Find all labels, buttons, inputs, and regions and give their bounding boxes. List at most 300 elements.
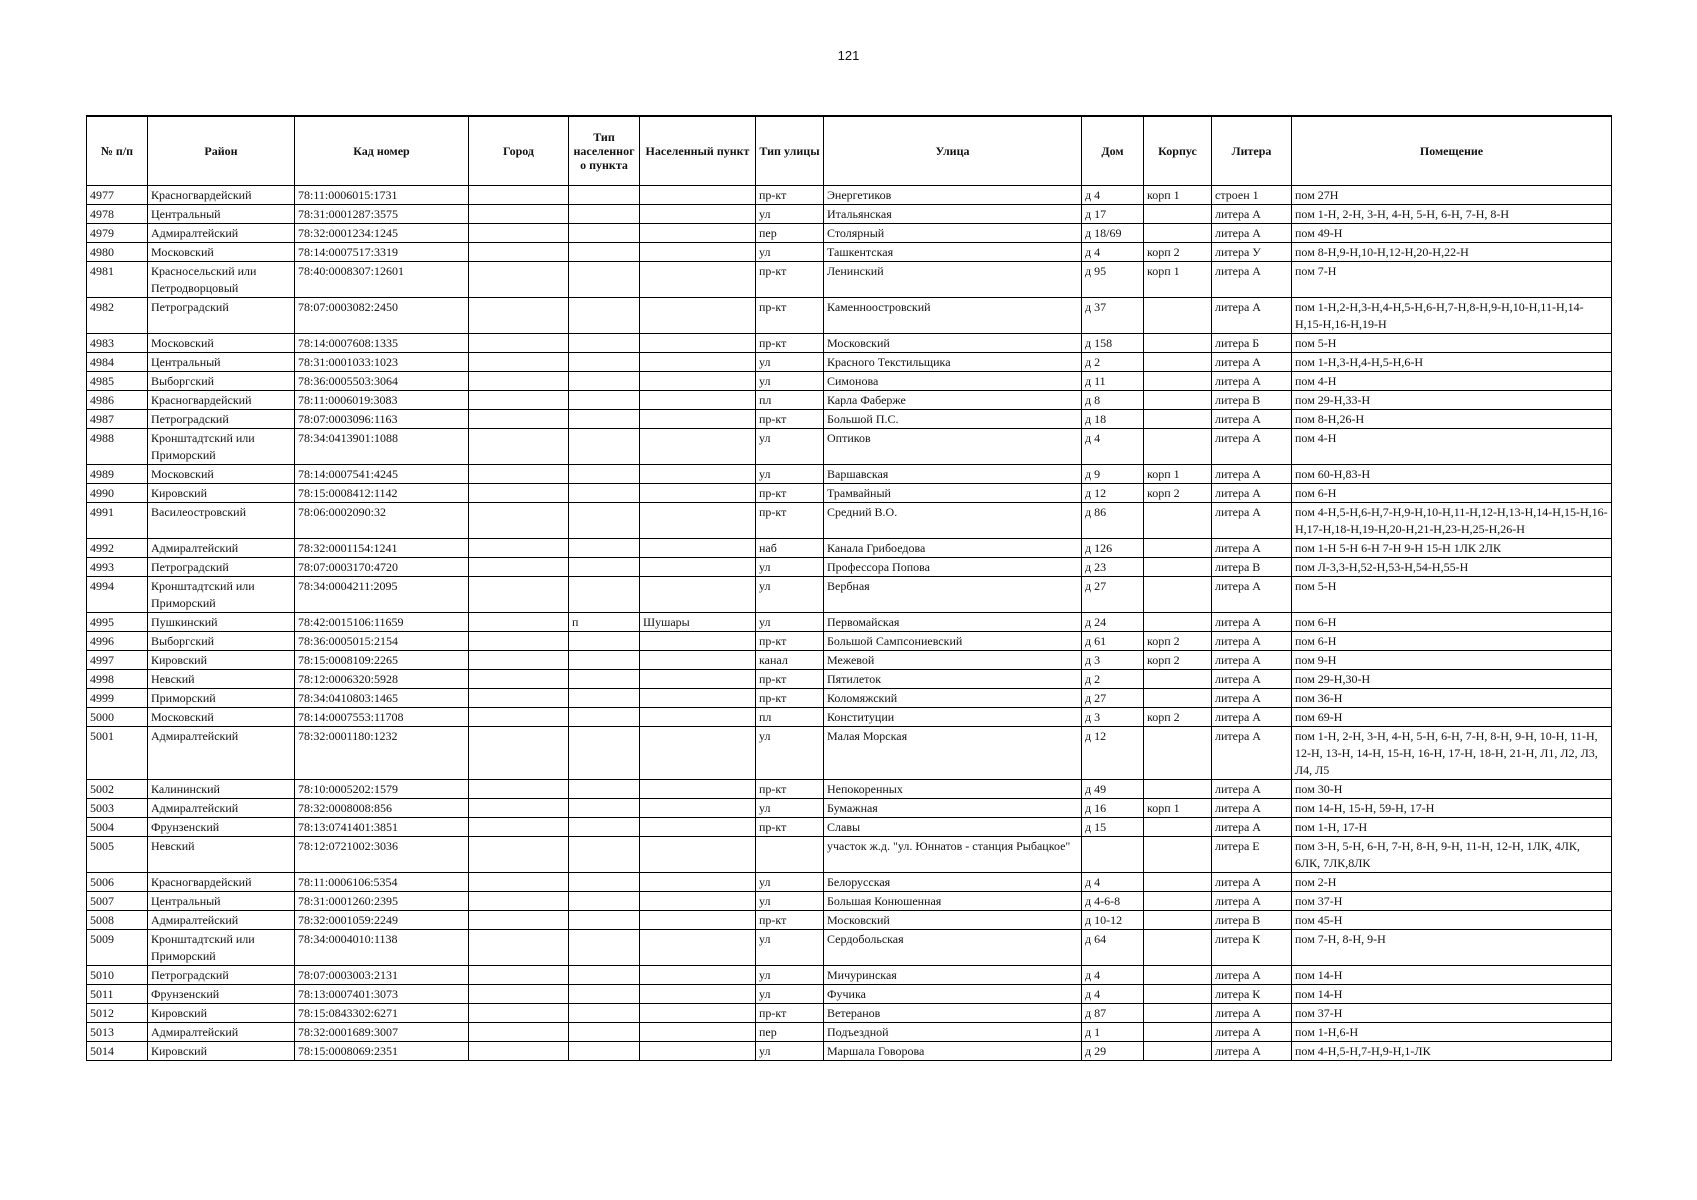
cell-street: Энергетиков [824, 186, 1082, 205]
table-row [87, 205, 1612, 224]
cell-settlement [640, 708, 756, 727]
cell-premises: пом 5-Н [1292, 577, 1612, 613]
cell-number: 4983 [87, 334, 148, 353]
cell-settlement-type [569, 186, 640, 205]
cell-district: Кировский [148, 1042, 295, 1061]
cell-premises: пом 6-Н [1292, 632, 1612, 651]
cell-building [1144, 892, 1212, 911]
cell-settlement-type [569, 632, 640, 651]
cell-building [1144, 224, 1212, 243]
cell-settlement [640, 799, 756, 818]
cell-street: Московский [824, 911, 1082, 930]
cell-cadastral-number: 78:13:0007401:3073 [295, 985, 469, 1004]
cell-street-type: ул [756, 465, 824, 484]
cell-street-type: пр-кт [756, 410, 824, 429]
cell-city [469, 298, 569, 334]
cell-house: д 95 [1082, 262, 1144, 298]
cell-street-type: пер [756, 224, 824, 243]
table-row [87, 577, 1612, 613]
cell-letter: литера А [1212, 708, 1292, 727]
cell-street: Сердобольская [824, 930, 1082, 966]
cell-street-type: ул [756, 930, 824, 966]
cell-number: 5008 [87, 911, 148, 930]
cell-number: 4989 [87, 465, 148, 484]
cell-cadastral-number: 78:14:0007608:1335 [295, 334, 469, 353]
cell-street-type: ул [756, 799, 824, 818]
cell-letter: литера А [1212, 353, 1292, 372]
cell-building: корп 1 [1144, 186, 1212, 205]
table-row [87, 262, 1612, 298]
cell-cadastral-number: 78:11:0006015:1731 [295, 186, 469, 205]
table-row [87, 298, 1612, 334]
cell-cadastral-number: 78:34:0004010:1138 [295, 930, 469, 966]
cell-number: 4987 [87, 410, 148, 429]
cell-premises: пом 1-Н 5-Н 6-Н 7-Н 9-Н 15-Н 1ЛК 2ЛК [1292, 539, 1612, 558]
cell-settlement [640, 892, 756, 911]
cell-number: 5011 [87, 985, 148, 1004]
cell-letter: литера В [1212, 391, 1292, 410]
cell-letter: литера К [1212, 930, 1292, 966]
cell-city [469, 911, 569, 930]
cell-premises: пом 27Н [1292, 186, 1612, 205]
cell-settlement-type [569, 243, 640, 262]
cell-settlement-type [569, 205, 640, 224]
cell-letter: литера А [1212, 613, 1292, 632]
table-row [87, 985, 1612, 1004]
cell-cadastral-number: 78:12:0721002:3036 [295, 837, 469, 873]
cell-number: 4986 [87, 391, 148, 410]
cell-city [469, 372, 569, 391]
cell-city [469, 727, 569, 780]
cell-district: Невский [148, 837, 295, 873]
cell-building: корп 2 [1144, 243, 1212, 262]
cell-street-type: пр-кт [756, 186, 824, 205]
cell-letter: литера А [1212, 689, 1292, 708]
cell-district: Невский [148, 670, 295, 689]
cell-settlement [640, 503, 756, 539]
cell-street-type: пр-кт [756, 689, 824, 708]
cell-cadastral-number: 78:07:0003082:2450 [295, 298, 469, 334]
table-row [87, 780, 1612, 799]
cell-settlement-type [569, 558, 640, 577]
cell-cadastral-number: 78:32:0001234:1245 [295, 224, 469, 243]
cell-street: участок ж.д. "ул. Юннатов - станция Рыбацкое" [824, 837, 1082, 873]
column-header-number: № п/п [87, 116, 148, 186]
cell-settlement-type [569, 985, 640, 1004]
cell-district: Центральный [148, 205, 295, 224]
cell-number: 4988 [87, 429, 148, 465]
cell-settlement [640, 632, 756, 651]
cell-number: 5014 [87, 1042, 148, 1061]
cell-street: Пятилеток [824, 670, 1082, 689]
cell-settlement [640, 930, 756, 966]
cell-district: Петроградский [148, 410, 295, 429]
cell-premises: пом 4-Н,5-Н,7-Н,9-Н,1-ЛК [1292, 1042, 1612, 1061]
cell-letter: литера А [1212, 966, 1292, 985]
table-row [87, 334, 1612, 353]
cell-city [469, 262, 569, 298]
cell-building [1144, 966, 1212, 985]
cell-district: Кировский [148, 1004, 295, 1023]
cell-city [469, 837, 569, 873]
cell-house: д 3 [1082, 708, 1144, 727]
cell-settlement-type [569, 651, 640, 670]
table-row [87, 186, 1612, 205]
cell-house: д 27 [1082, 577, 1144, 613]
cell-cadastral-number: 78:31:0001260:2395 [295, 892, 469, 911]
cell-cadastral-number: 78:14:0007541:4245 [295, 465, 469, 484]
cell-street: Подъездной [824, 1023, 1082, 1042]
table-row [87, 911, 1612, 930]
cell-settlement-type [569, 892, 640, 911]
cell-premises: пом 6-Н [1292, 484, 1612, 503]
table-row [87, 353, 1612, 372]
cell-building [1144, 372, 1212, 391]
cell-district: Адмиралтейский [148, 224, 295, 243]
cell-street: Средний В.О. [824, 503, 1082, 539]
cell-settlement-type [569, 1042, 640, 1061]
cell-number: 4996 [87, 632, 148, 651]
cell-street: Вербная [824, 577, 1082, 613]
cell-premises: пом 14-Н [1292, 985, 1612, 1004]
cell-street: Ветеранов [824, 1004, 1082, 1023]
cell-city [469, 503, 569, 539]
cell-street-type: ул [756, 429, 824, 465]
cell-letter: литера А [1212, 1023, 1292, 1042]
cell-house [1082, 837, 1144, 873]
cell-building [1144, 780, 1212, 799]
cell-district: Приморский [148, 689, 295, 708]
cell-building [1144, 205, 1212, 224]
cell-premises: пом 60-Н,83-Н [1292, 465, 1612, 484]
cell-building [1144, 689, 1212, 708]
cell-building [1144, 613, 1212, 632]
cell-district: Кировский [148, 484, 295, 503]
cell-cadastral-number: 78:10:0005202:1579 [295, 780, 469, 799]
cell-premises: пом 1-Н, 2-Н, 3-Н, 4-Н, 5-Н, 6-Н, 7-Н, 8-Н, 9-Н, 10-Н, 11-Н, 12-Н, 13-Н, 14-Н, 15-Н, 16-Н, 17-Н, 18-Н, 21-Н, Л1, Л2, Л3, Л4, Л5 [1292, 727, 1612, 780]
cell-building: корп 1 [1144, 262, 1212, 298]
cell-settlement [640, 334, 756, 353]
cell-city [469, 1023, 569, 1042]
cell-house: д 12 [1082, 727, 1144, 780]
cell-street: Межевой [824, 651, 1082, 670]
cell-settlement-type [569, 727, 640, 780]
table-row [87, 465, 1612, 484]
cell-district: Московский [148, 465, 295, 484]
table-row [87, 372, 1612, 391]
cell-settlement-type: п [569, 613, 640, 632]
cell-number: 5002 [87, 780, 148, 799]
cell-house: д 12 [1082, 484, 1144, 503]
cell-settlement: Шушары [640, 613, 756, 632]
cell-cadastral-number: 78:32:0001689:3007 [295, 1023, 469, 1042]
cell-settlement-type [569, 298, 640, 334]
cell-number: 4977 [87, 186, 148, 205]
cell-premises: пом 4-Н [1292, 372, 1612, 391]
cell-cadastral-number: 78:12:0006320:5928 [295, 670, 469, 689]
table-row [87, 873, 1612, 892]
cell-street: Варшавская [824, 465, 1082, 484]
cell-settlement [640, 727, 756, 780]
cell-house: д 86 [1082, 503, 1144, 539]
cell-settlement-type [569, 911, 640, 930]
cell-house: д 24 [1082, 613, 1144, 632]
cell-cadastral-number: 78:13:0741401:3851 [295, 818, 469, 837]
cell-city [469, 651, 569, 670]
cell-city [469, 689, 569, 708]
cell-premises: пом 7-Н [1292, 262, 1612, 298]
cell-premises: пом 29-Н,30-Н [1292, 670, 1612, 689]
cell-building [1144, 873, 1212, 892]
cell-letter: литера А [1212, 799, 1292, 818]
cell-house: д 3 [1082, 651, 1144, 670]
cell-district: Адмиралтейский [148, 727, 295, 780]
cell-house: д 49 [1082, 780, 1144, 799]
cell-premises: пом 1-Н, 2-Н, 3-Н, 4-Н, 5-Н, 6-Н, 7-Н, 8-Н [1292, 205, 1612, 224]
cell-number: 4993 [87, 558, 148, 577]
cell-settlement-type [569, 224, 640, 243]
cell-cadastral-number: 78:15:0008069:2351 [295, 1042, 469, 1061]
cell-street: Белорусская [824, 873, 1082, 892]
cell-cadastral-number: 78:32:0001154:1241 [295, 539, 469, 558]
cell-letter: литера А [1212, 262, 1292, 298]
cell-building [1144, 818, 1212, 837]
cell-settlement-type [569, 410, 640, 429]
cell-district: Красногвардейский [148, 873, 295, 892]
cell-district: Выборгский [148, 632, 295, 651]
cell-house: д 4 [1082, 985, 1144, 1004]
column-header-city: Город [469, 116, 569, 186]
cell-district: Московский [148, 334, 295, 353]
cell-street: Славы [824, 818, 1082, 837]
cell-city [469, 985, 569, 1004]
cell-street: Большой Сампсониевский [824, 632, 1082, 651]
cell-letter: литера А [1212, 577, 1292, 613]
cell-street: Симонова [824, 372, 1082, 391]
cell-letter: строен 1 [1212, 186, 1292, 205]
cell-settlement [640, 205, 756, 224]
cell-settlement [640, 689, 756, 708]
cell-settlement [640, 780, 756, 799]
cell-street-type: пер [756, 1023, 824, 1042]
cell-district: Петроградский [148, 966, 295, 985]
cell-house: д 9 [1082, 465, 1144, 484]
cell-house: д 2 [1082, 353, 1144, 372]
cell-street: Бумажная [824, 799, 1082, 818]
cell-building: корп 2 [1144, 632, 1212, 651]
cell-settlement-type [569, 966, 640, 985]
cell-city [469, 539, 569, 558]
cell-cadastral-number: 78:07:0003096:1163 [295, 410, 469, 429]
cell-street: Ленинский [824, 262, 1082, 298]
table-row [87, 224, 1612, 243]
cell-letter: литера А [1212, 727, 1292, 780]
cell-cadastral-number: 78:15:0008109:2265 [295, 651, 469, 670]
cell-letter: литера А [1212, 1004, 1292, 1023]
cell-district: Центральный [148, 353, 295, 372]
cell-cadastral-number: 78:11:0006019:3083 [295, 391, 469, 410]
cell-letter: литера А [1212, 484, 1292, 503]
cell-letter: литера А [1212, 372, 1292, 391]
cell-house: д 37 [1082, 298, 1144, 334]
cell-city [469, 410, 569, 429]
cell-city [469, 708, 569, 727]
cell-city [469, 632, 569, 651]
cell-settlement [640, 243, 756, 262]
cell-house: д 18/69 [1082, 224, 1144, 243]
cell-number: 4978 [87, 205, 148, 224]
table-row [87, 632, 1612, 651]
column-header-settlement-type: Тип населенного пункта [569, 116, 640, 186]
cell-street-type: пр-кт [756, 298, 824, 334]
table-row [87, 558, 1612, 577]
cell-street: Красного Текстильщика [824, 353, 1082, 372]
cell-settlement [640, 484, 756, 503]
column-header-district: Район [148, 116, 295, 186]
table-body [87, 186, 1612, 1061]
cell-street: Столярный [824, 224, 1082, 243]
cell-building [1144, 503, 1212, 539]
table-row [87, 1042, 1612, 1061]
cell-street-type: пр-кт [756, 911, 824, 930]
cell-street-type: пл [756, 708, 824, 727]
cell-street-type: пр-кт [756, 1004, 824, 1023]
table-row [87, 539, 1612, 558]
cell-street-type: наб [756, 539, 824, 558]
column-header-house: Дом [1082, 116, 1144, 186]
cell-premises: пом 4-Н [1292, 429, 1612, 465]
cell-letter: литера А [1212, 818, 1292, 837]
cell-letter: литера К [1212, 985, 1292, 1004]
cell-district: Кронштадтский или Приморский [148, 930, 295, 966]
cell-premises: пом 4-Н,5-Н,6-Н,7-Н,9-Н,10-Н,11-Н,12-Н,13-Н,14-Н,15-Н,16-Н,17-Н,18-Н,19-Н,20-Н,21-Н,23-Н,25-Н,26-Н [1292, 503, 1612, 539]
cell-street: Коломяжский [824, 689, 1082, 708]
cell-district: Адмиралтейский [148, 799, 295, 818]
cell-premises: пом 30-Н [1292, 780, 1612, 799]
table-row [87, 689, 1612, 708]
cell-street-type: ул [756, 205, 824, 224]
cell-settlement-type [569, 334, 640, 353]
cell-street-type: ул [756, 353, 824, 372]
cell-building [1144, 558, 1212, 577]
cell-settlement [640, 262, 756, 298]
cell-number: 5010 [87, 966, 148, 985]
cell-street: Канала Грибоедова [824, 539, 1082, 558]
cell-settlement-type [569, 391, 640, 410]
cell-settlement [640, 577, 756, 613]
cell-settlement [640, 372, 756, 391]
cell-district: Кронштадтский или Приморский [148, 429, 295, 465]
cell-settlement-type [569, 465, 640, 484]
cell-premises: пом 1-Н, 17-Н [1292, 818, 1612, 837]
cell-district: Калининский [148, 780, 295, 799]
cell-city [469, 353, 569, 372]
cell-house: д 11 [1082, 372, 1144, 391]
cell-number: 4998 [87, 670, 148, 689]
cell-premises: пом 1-Н,3-Н,4-Н,5-Н,6-Н [1292, 353, 1612, 372]
cell-number: 5012 [87, 1004, 148, 1023]
cell-district: Красносельский или Петродворцовый [148, 262, 295, 298]
cell-district: Выборгский [148, 372, 295, 391]
cell-city [469, 780, 569, 799]
cell-cadastral-number: 78:06:0002090:32 [295, 503, 469, 539]
cell-number: 4980 [87, 243, 148, 262]
cell-cadastral-number: 78:14:0007553:11708 [295, 708, 469, 727]
cell-street: Большая Конюшенная [824, 892, 1082, 911]
cell-city [469, 224, 569, 243]
column-header-cadastral-number: Кад номер [295, 116, 469, 186]
cell-settlement-type [569, 689, 640, 708]
table-row [87, 484, 1612, 503]
cell-premises: пом 1-Н,2-Н,3-Н,4-Н,5-Н,6-Н,7-Н,8-Н,9-Н,10-Н,11-Н,14-Н,15-Н,16-Н,19-Н [1292, 298, 1612, 334]
table-row [87, 966, 1612, 985]
cell-building [1144, 410, 1212, 429]
cell-settlement [640, 465, 756, 484]
cell-city [469, 930, 569, 966]
cell-number: 4995 [87, 613, 148, 632]
cell-city [469, 818, 569, 837]
cell-house: д 64 [1082, 930, 1144, 966]
cell-street-type: канал [756, 651, 824, 670]
cell-premises: пом 36-Н [1292, 689, 1612, 708]
cell-city [469, 484, 569, 503]
cell-number: 4981 [87, 262, 148, 298]
cell-city [469, 243, 569, 262]
cell-street: Малая Морская [824, 727, 1082, 780]
cell-house: д 8 [1082, 391, 1144, 410]
cell-letter: литера А [1212, 465, 1292, 484]
cell-premises: пом 37-Н [1292, 892, 1612, 911]
cell-street: Мичуринская [824, 966, 1082, 985]
cell-house: д 15 [1082, 818, 1144, 837]
cell-district: Фрунзенский [148, 818, 295, 837]
cell-number: 5013 [87, 1023, 148, 1042]
cell-district: Красногвардейский [148, 186, 295, 205]
cell-settlement [640, 353, 756, 372]
cell-letter: литера А [1212, 670, 1292, 689]
cell-cadastral-number: 78:32:0001059:2249 [295, 911, 469, 930]
cell-city [469, 1004, 569, 1023]
column-header-building: Корпус [1144, 116, 1212, 186]
cell-cadastral-number: 78:07:0003170:4720 [295, 558, 469, 577]
cell-district: Московский [148, 708, 295, 727]
cell-building: корп 1 [1144, 465, 1212, 484]
cell-cadastral-number: 78:31:0001033:1023 [295, 353, 469, 372]
cell-district: Центральный [148, 892, 295, 911]
cell-building [1144, 539, 1212, 558]
cell-settlement [640, 1023, 756, 1042]
cell-letter: литера А [1212, 205, 1292, 224]
cell-cadastral-number: 78:34:0004211:2095 [295, 577, 469, 613]
cell-settlement-type [569, 353, 640, 372]
cell-number: 5003 [87, 799, 148, 818]
cell-city [469, 429, 569, 465]
cell-letter: литера А [1212, 651, 1292, 670]
cell-building [1144, 985, 1212, 1004]
cell-letter: литера А [1212, 410, 1292, 429]
cell-number: 4999 [87, 689, 148, 708]
cell-street-type: пр-кт [756, 262, 824, 298]
cell-city [469, 465, 569, 484]
cell-street: Ташкентская [824, 243, 1082, 262]
cell-city [469, 391, 569, 410]
cell-cadastral-number: 78:34:0410803:1465 [295, 689, 469, 708]
cell-letter: литера В [1212, 911, 1292, 930]
cell-street-type: пр-кт [756, 503, 824, 539]
table-row [87, 613, 1612, 632]
cell-settlement-type [569, 503, 640, 539]
cell-city [469, 892, 569, 911]
